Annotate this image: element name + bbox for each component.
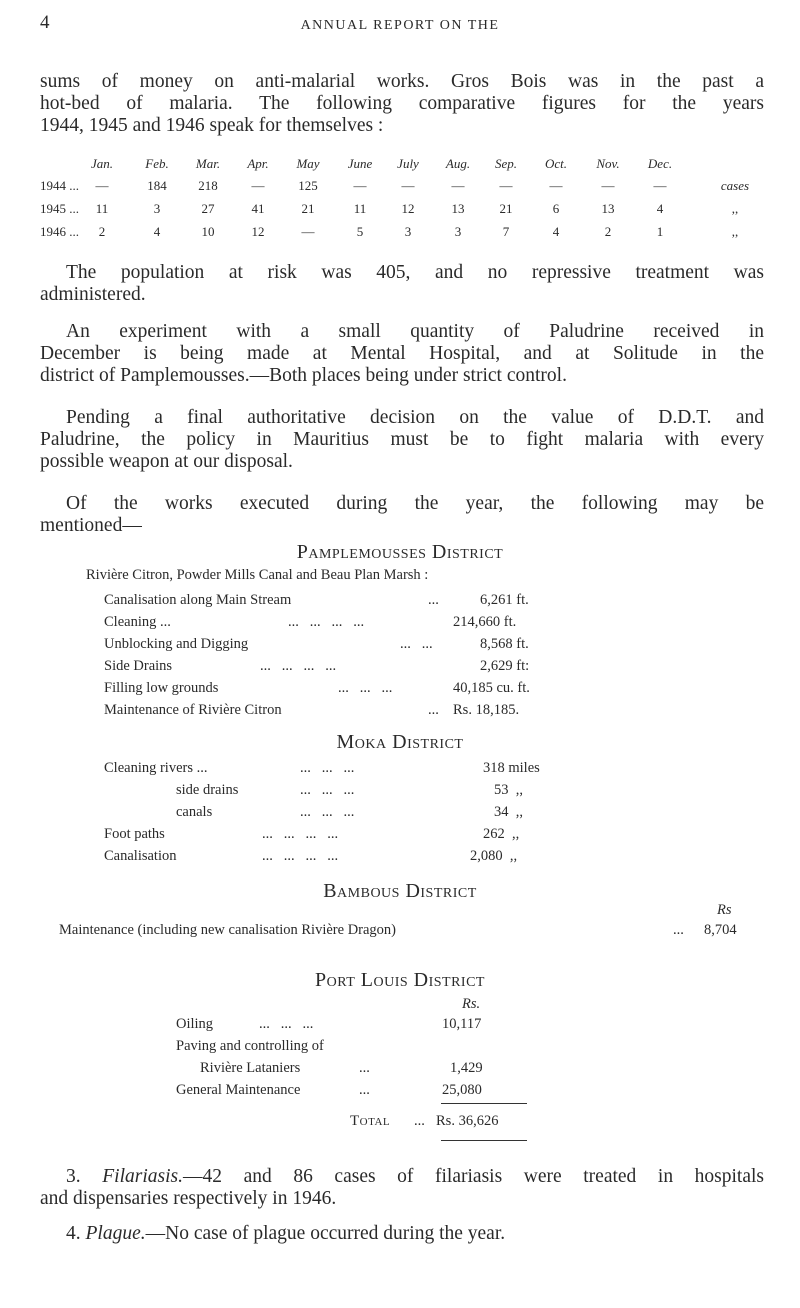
month-header: Dec. — [647, 156, 673, 171]
case-count: 3 — [454, 224, 462, 239]
total-label: Total — [350, 1113, 391, 1129]
case-count: 12 — [401, 201, 415, 216]
list-item-label: Cleaning ... — [104, 614, 171, 630]
leader-dots: ... ... ... — [300, 760, 355, 776]
text-line: December is being made at Mental Hospital, and at Solitude in the — [40, 343, 764, 364]
case-count: — — [401, 178, 415, 193]
case-count: 21 — [499, 201, 513, 216]
table-row — [40, 178, 770, 200]
case-count: 10 — [201, 224, 215, 239]
list-item-value: 10,117 — [442, 1016, 482, 1032]
case-count: 27 — [201, 201, 215, 216]
case-count: 3 — [404, 224, 412, 239]
leader-dots: ... ... ... — [259, 1016, 314, 1032]
case-count: — — [499, 178, 513, 193]
table-header-row — [40, 156, 770, 178]
list-item-label: Side Drains — [104, 658, 173, 674]
text-line: mentioned— — [40, 515, 142, 536]
month-header: Nov. — [596, 156, 620, 171]
list-item-value: 34 ,, — [494, 804, 523, 820]
month-header: July — [397, 156, 419, 171]
list-item-label: Canalisation along Main Stream — [104, 592, 292, 608]
text-line: The population at risk was 405, and no repressive treatment was — [66, 262, 764, 283]
month-header: May — [296, 156, 320, 171]
case-count: 13 — [451, 201, 465, 216]
month-header: Jan. — [90, 156, 114, 171]
text-line: administered. — [40, 284, 146, 305]
population-paragraph — [40, 262, 764, 306]
month-header: Sep. — [494, 156, 518, 171]
leader-dots: ... ... ... — [300, 804, 355, 820]
month-header: Mar. — [195, 156, 221, 171]
list-item-label: Paving and controlling of — [176, 1038, 324, 1054]
month-header: Aug. — [445, 156, 471, 171]
list-item-label: General Maintenance — [176, 1082, 301, 1098]
case-count: — — [301, 224, 315, 239]
case-count: 21 — [301, 201, 315, 216]
port-louis-title: Port Louis District — [314, 969, 485, 991]
filariasis-paragraph — [40, 1166, 764, 1210]
list-item-value: 25,080 — [442, 1082, 482, 1098]
case-count: — — [601, 178, 615, 193]
month-header: Oct. — [544, 156, 568, 171]
list-item-value: 214,660 ft. — [453, 614, 517, 630]
case-count: — — [95, 178, 109, 193]
total-value: Rs. 36,626 — [436, 1113, 499, 1129]
list-item-label: Rivière Lataniers — [200, 1060, 301, 1076]
list-item-value: 8,568 ft. — [480, 636, 529, 652]
leader-dots: ... ... ... ... — [262, 826, 339, 842]
case-count: 41 — [251, 201, 265, 216]
table-row — [40, 224, 770, 246]
case-count: 11 — [95, 201, 109, 216]
filariasis-text: —42 and 86 cases of filariasis were treated in hospitals — [182, 1166, 765, 1187]
text-line: An experiment with a small quantity of Paludrine received in — [66, 321, 764, 342]
case-count: — — [353, 178, 367, 193]
case-count: 12 — [251, 224, 265, 239]
case-count: 2 — [98, 224, 106, 239]
table-row — [40, 201, 770, 223]
pamplemousses-title: Pamplemousses District — [296, 541, 504, 563]
list-item-label: Cleaning rivers ... — [104, 760, 208, 776]
moka-title: Moka District — [336, 731, 464, 753]
unit-label: ,, — [731, 224, 739, 239]
filariasis-text-2: and dispensaries respectively in 1946. — [40, 1188, 337, 1209]
pending-paragraph — [40, 407, 764, 473]
list-item-label: canals — [176, 804, 213, 820]
list-item-value: Rs. 18,185. — [453, 702, 520, 718]
list-item-label: Canalisation — [104, 848, 177, 864]
year-label: 1945 ... — [40, 201, 79, 216]
year-label: 1946 ... — [40, 224, 79, 239]
list-item-label: Filling low grounds — [104, 680, 219, 696]
bambous-item-label: Maintenance (including new canalisation Rivière Dragon) — [59, 922, 397, 938]
plague-paragraph — [40, 1223, 764, 1245]
list-item-value: 6,261 ft. — [480, 592, 529, 608]
total-double-rule — [441, 1140, 527, 1141]
month-header: June — [347, 156, 373, 171]
list-item-label: Maintenance of Rivière Citron — [104, 702, 282, 718]
case-count: 6 — [552, 201, 560, 216]
intro-paragraph — [40, 71, 764, 137]
list-item-label: Unblocking and Digging — [104, 636, 249, 652]
case-count: 13 — [601, 201, 615, 216]
case-count: 218 — [198, 178, 218, 193]
total-rule — [441, 1103, 527, 1104]
leader-dots: ... ... ... — [338, 680, 393, 696]
list-item-value: 2,080 ,, — [470, 848, 518, 864]
list-item-value: 1,429 — [450, 1060, 483, 1076]
list-item-value: 40,185 cu. ft. — [453, 680, 530, 696]
leader-dots: ... — [359, 1082, 370, 1098]
text-line: Paludrine, the policy in Mauritius must be to fight malaria with every — [40, 429, 764, 450]
leader-dots: ... ... — [400, 636, 433, 652]
port-louis-unit: Rs. — [462, 996, 481, 1012]
unit-label: cases — [720, 178, 750, 193]
unit-label: ,, — [731, 201, 739, 216]
list-item-label: Oiling — [176, 1016, 214, 1032]
plague-text: —No case of plague occurred during the year. — [145, 1223, 506, 1244]
bambous-unit: Rs — [717, 902, 732, 918]
case-count: — — [451, 178, 465, 193]
list-item-value: 318 miles — [483, 760, 540, 776]
plague-title: Plague. — [85, 1223, 146, 1244]
text-line: Pending a final authoritative decision on the value of D.D.T. and — [66, 407, 764, 428]
case-count: 7 — [502, 224, 510, 239]
text-line: Of the works executed during the year, the following may be — [66, 493, 764, 514]
case-count: 5 — [356, 224, 364, 239]
leader-dots: ... ... ... ... — [260, 658, 337, 674]
total-dots: ... — [414, 1113, 425, 1129]
case-count: 2 — [604, 224, 612, 239]
leader-dots: ... ... ... ... — [288, 614, 365, 630]
leader-dots: ... — [428, 702, 439, 718]
leader-dots: ... ... ... — [300, 782, 355, 798]
bambous-item-dots: ... — [673, 922, 684, 938]
case-count: 1 — [656, 224, 664, 239]
list-item-label: side drains — [176, 782, 239, 798]
text-line: possible weapon at our disposal. — [40, 451, 293, 472]
filariasis-title: Filariasis. — [102, 1166, 183, 1187]
text-line: 1944, 1945 and 1946 speak for themselves : — [40, 115, 384, 136]
page-number: 4 — [40, 12, 50, 33]
case-count: 4 — [153, 224, 161, 239]
case-count: — — [549, 178, 563, 193]
list-item-value: 53 ,, — [494, 782, 523, 798]
list-item-label: Foot paths — [104, 826, 165, 842]
plague-number: 4. — [66, 1223, 81, 1244]
case-count: 4 — [656, 201, 664, 216]
bambous-title: Bambous District — [323, 880, 477, 902]
case-count: 4 — [552, 224, 560, 239]
leader-dots: ... — [359, 1060, 370, 1076]
list-item-value: 2,629 ft: — [480, 658, 530, 674]
text-line: district of Pamplemousses.—Both places being under strict control. — [40, 365, 567, 386]
leader-dots: ... — [428, 592, 439, 608]
bambous-item-value: 8,704 — [704, 922, 737, 938]
year-label: 1944 ... — [40, 178, 79, 193]
filariasis-number: 3. — [66, 1166, 81, 1187]
text-line: hot-bed of malaria. The following comparative figures for the years — [40, 93, 764, 114]
case-count: — — [251, 178, 265, 193]
pamplemousses-subtitle: Rivière Citron, Powder Mills Canal and Beau Plan Marsh : — [86, 567, 429, 583]
month-header: Apr. — [247, 156, 269, 171]
case-count: — — [653, 178, 667, 193]
leader-dots: ... ... ... ... — [262, 848, 339, 864]
case-count: 184 — [147, 178, 167, 193]
list-item-value: 262 ,, — [483, 826, 520, 842]
case-count: 125 — [298, 178, 318, 193]
experiment-paragraph — [40, 321, 764, 387]
running-title: ANNUAL REPORT ON THE — [300, 18, 500, 33]
case-count: 3 — [153, 201, 161, 216]
works-paragraph — [40, 493, 764, 537]
month-header: Feb. — [145, 156, 169, 171]
case-count: 11 — [353, 201, 367, 216]
text-line: sums of money on anti-malarial works. Gros Bois was in the past a — [40, 71, 764, 92]
